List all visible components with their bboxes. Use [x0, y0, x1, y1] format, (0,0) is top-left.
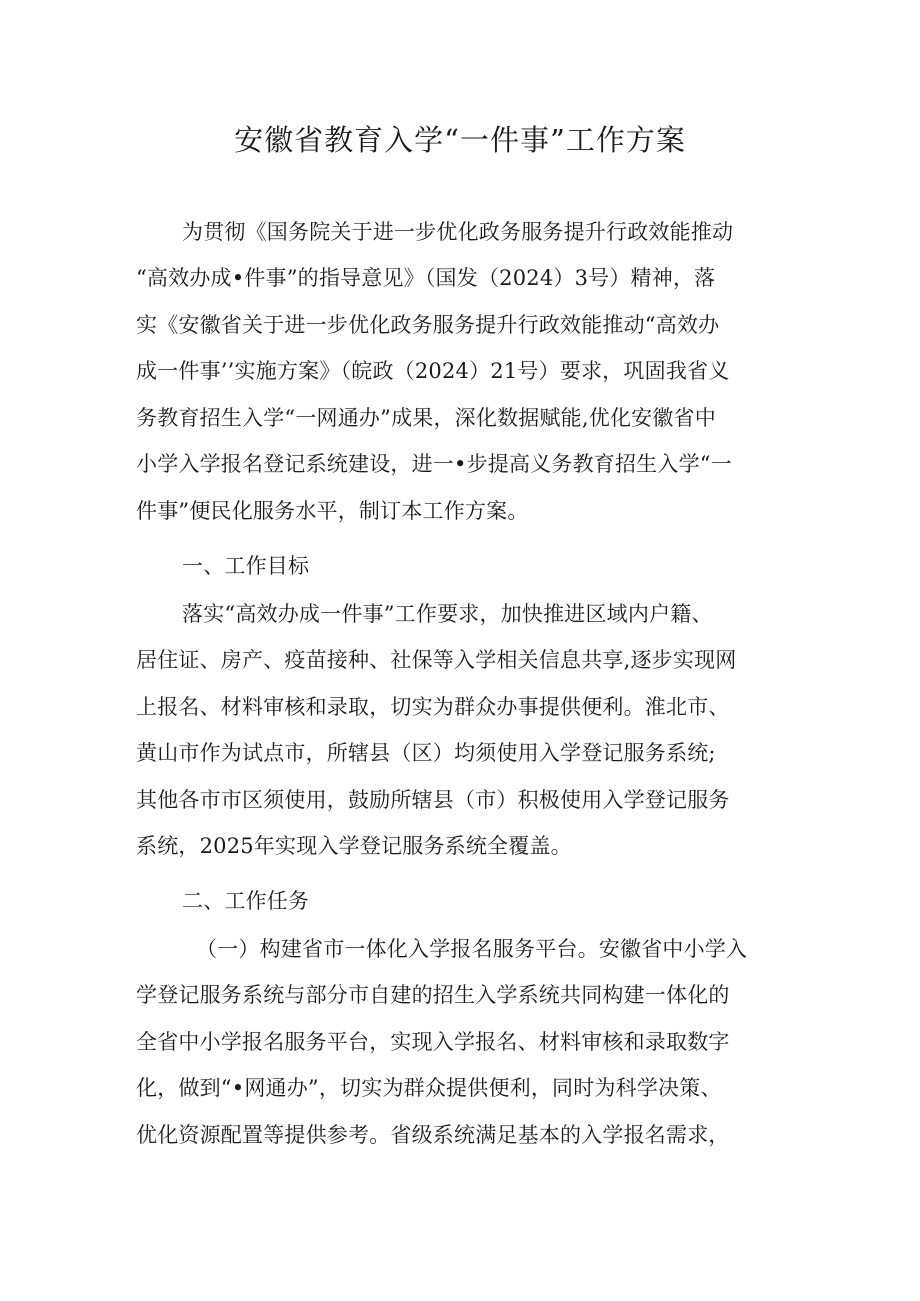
paragraph-line: 全省中小学报名服务平台，实现入学报名、材料审核和录取数字: [136, 1030, 730, 1054]
document-title: 安徽省教育入学“一件事”工作方案: [234, 123, 686, 157]
section-heading-tasks: 二、工作任务: [182, 889, 310, 913]
paragraph-line: 其他各市市区须使用，鼓励所辖县（市）积极使用入学登记服务: [136, 788, 730, 812]
paragraph-line: 务教育招生入学“一网通办”成果，深化数据赋能,优化安徽省中: [136, 406, 716, 430]
paragraph-line: 件事”便民化服务水平，制订本工作方案。: [136, 499, 529, 523]
paragraph-line: 黄山市作为试点市，所辖县（区）均须使用入学登记服务系统;: [136, 741, 716, 765]
paragraph-line: 上报名、材料审核和录取，切实为群众办事提供便利。淮北市、: [136, 695, 730, 719]
paragraph-line: 居住证、房产、疫苗接种、社保等入学相关信息共享,逐步实现网: [136, 648, 737, 672]
paragraph-line: “高效办成•件事”的指导意见》（国发（2024）3号）精神，落: [136, 266, 716, 290]
paragraph-line: 系统，2025年实现入学登记服务系统全覆盖。: [136, 834, 572, 858]
paragraph-line: 实《安徽省关于进一步优化政务服务提升行政效能推动“高效办: [136, 313, 720, 337]
paragraph-line: 成一件事’’实施方案》（皖政（2024）21号）要求，巩固我省义: [136, 359, 730, 383]
paragraph-line: 落实“高效办成一件事”工作要求，加快推进区域内户籍、: [182, 602, 713, 626]
paragraph-line: 化，做到“•网通办”，切实为群众提供便利，同时为科学决策、: [136, 1076, 722, 1100]
paragraph-line: 小学入学报名登记系统建设，进一•步提高义务教育招生入学“一: [136, 452, 732, 476]
paragraph-line: 学登记服务系统与部分市自建的招生入学系统共同构建一体化的: [136, 983, 730, 1007]
paragraph-line: 优化资源配置等提供参考。省级系统满足基本的入学报名需求，: [136, 1123, 730, 1147]
section-heading-goals: 一、工作目标: [182, 554, 310, 578]
paragraph-line: 为贯彻《国务院关于进一步优化政务服务提升行政效能推动: [182, 220, 734, 244]
paragraph-line: （一）构建省市一体化入学报名服务平台。安徽省中小学入: [196, 937, 748, 961]
